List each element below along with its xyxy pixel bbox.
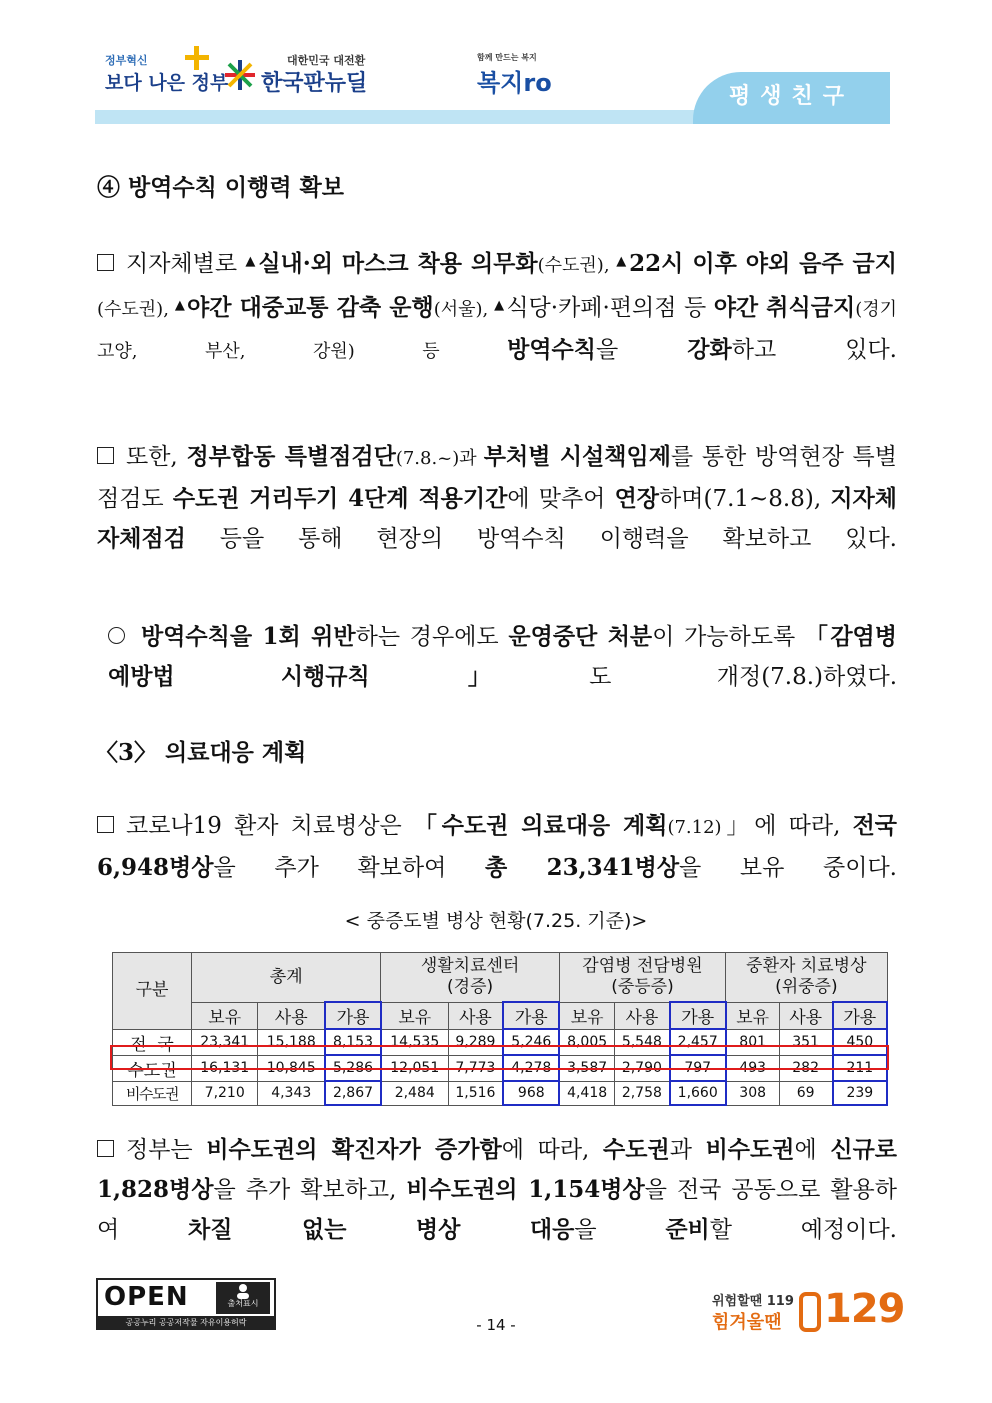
group-total (192, 953, 381, 1003)
cell: 7,210 (192, 1081, 258, 1105)
text: (수도권), (537, 255, 617, 276)
page-number: - 14 - (476, 1316, 516, 1334)
bold-text: 비수도권 (705, 1136, 795, 1163)
triangle-bullet-icon: ▲ (616, 254, 628, 269)
bold-text: 수도권 거리두기 4단계 적용기간 (172, 485, 508, 512)
cell: 69 (779, 1081, 832, 1105)
section-heading (95, 733, 306, 773)
cell: 308 (726, 1081, 779, 1105)
bold-text: 방역수칙을 1회 위반 (141, 623, 356, 650)
cell: 2,790 (615, 1055, 670, 1081)
bold-text: 정부합동 특별점검단 (186, 443, 396, 470)
sub-available: 가용 (833, 1002, 887, 1029)
logo-line-2: 보다 나은 정부 (105, 72, 229, 94)
row-region: 비수도권 (113, 1081, 192, 1105)
welfare-main: 복지ro (477, 69, 552, 97)
bold-text: 강화 (687, 336, 732, 363)
bold-text: 「감염병예방법 시행규칙」 (108, 623, 897, 690)
table-caption: < 중증도별 병상 현황(7.25. 기준)> (344, 910, 648, 932)
bold-text: 야간 대중교통 감축 운행 (187, 294, 434, 321)
bold-text: 신규로 1,828병상 (97, 1136, 898, 1203)
text: 하는 경우에도 (355, 624, 509, 650)
group-sublabel: (경증) (447, 977, 494, 997)
table-header-row (113, 953, 888, 1003)
section-heading-text: 〈3〉 의료대응 계획 (95, 739, 307, 766)
bold-text: 비수도권의 확진자가 증가함 (206, 1136, 502, 1163)
cell: 968 (503, 1081, 559, 1105)
text: 하고 있다. (731, 337, 897, 363)
bed-status-table (112, 952, 888, 1106)
triangle-bullet-icon: ▲ (494, 298, 505, 313)
cell: 4,278 (503, 1055, 559, 1081)
cell: 16,131 (192, 1055, 258, 1081)
group-label: 중환자 치료병상 (746, 956, 867, 976)
text: 을 (596, 337, 688, 363)
sub-used: 사용 (615, 1002, 670, 1029)
triangle-bullet-icon: ▲ (245, 254, 257, 269)
bold-text: 총 23,341병상 (485, 854, 680, 881)
sub-available: 가용 (670, 1002, 726, 1029)
row-region: 전 국 (113, 1029, 192, 1055)
text: 이 가능하도록 (652, 624, 805, 650)
text: 식당·카페·편의점 등 (506, 295, 714, 321)
welfare-small: 함께 만드는 복지 (477, 53, 537, 62)
group-sublabel: (위중증) (775, 977, 838, 997)
cell: 9,289 (448, 1029, 503, 1055)
cell: 2,758 (615, 1081, 670, 1105)
checkbox-bullet-icon (97, 1140, 114, 1157)
phone-icon (798, 1292, 822, 1332)
paragraph-mask-rules (97, 242, 897, 372)
table-row (113, 1055, 888, 1081)
cell: 10,845 (258, 1055, 325, 1081)
cell: 12,051 (381, 1055, 448, 1081)
new-deal-star-icon (223, 58, 257, 92)
cell: 211 (833, 1055, 887, 1081)
bold-text: 연장 (614, 485, 660, 512)
cell: 4,418 (559, 1081, 614, 1105)
checkbox-bullet-icon (97, 816, 114, 833)
text: 과 (669, 1137, 706, 1163)
text: 에 맞추어 (507, 486, 615, 512)
cell: 351 (779, 1029, 832, 1055)
cell: 450 (833, 1029, 887, 1055)
cell: 239 (833, 1081, 887, 1105)
bold-text: 지자체 자체점검 (97, 485, 897, 552)
group-label: 감염병 전담병원 (582, 956, 703, 976)
table-row (113, 1081, 888, 1105)
cell: 7,773 (448, 1055, 503, 1081)
cell: 282 (779, 1055, 832, 1081)
cell: 5,286 (325, 1055, 381, 1081)
cell: 801 (726, 1029, 779, 1055)
bold-text: 전국 6,948병상 (97, 812, 897, 881)
cell: 2,484 (381, 1081, 448, 1105)
sub-used: 사용 (448, 1002, 503, 1029)
paragraph-non-capital (97, 1130, 897, 1250)
bold-text: 차질 없는 병상 대응 (188, 1216, 575, 1243)
cell: 3,587 (559, 1055, 614, 1081)
cell: 15,188 (258, 1029, 325, 1055)
group-label: 생활치료센터 (420, 956, 520, 976)
bold-text: 비수도권의 1,154병상 (406, 1176, 645, 1203)
text: 등을 통해 현장의 방역수칙 이행력을 확보하고 있다. (185, 526, 897, 552)
open-label: OPEN (104, 1282, 189, 1312)
group-label: 총계 (269, 966, 303, 987)
cell: 23,341 (192, 1029, 258, 1055)
bold-text: 준비 (665, 1216, 710, 1243)
bold-text: 실내·외 마스크 착용 의무화 (258, 250, 538, 277)
bold-text: 22시 이후 야외 음주 금지 (629, 250, 897, 277)
cell: 8,153 (325, 1029, 381, 1055)
bold-text: 야간 취식금지 (713, 294, 856, 321)
cell: 8,005 (559, 1029, 614, 1055)
new-deal-main: 한국판뉴딜 (261, 71, 368, 96)
text: 또한, (126, 444, 187, 470)
group-dedicated-hospital (559, 953, 725, 1003)
group-sublabel: (중등증) (611, 977, 674, 997)
paragraph-inspection (97, 437, 897, 559)
sub-available: 가용 (325, 1002, 381, 1029)
hotline-main: 힘겨울땐 (712, 1312, 782, 1333)
text: (7.8.~)과 (395, 448, 484, 469)
cell: 493 (726, 1055, 779, 1081)
new-deal-small: 대한민국 대전환 (287, 54, 366, 67)
cell: 2,867 (325, 1081, 381, 1105)
welfare-logo (477, 52, 552, 98)
circle-bullet-icon (108, 627, 125, 644)
text: (서울), (433, 299, 495, 320)
logo-line-1: 정부혁신 (105, 54, 148, 67)
text: (수도권), (97, 299, 175, 320)
checkbox-bullet-icon (97, 254, 114, 271)
bold-text: 방역수칙 (507, 336, 596, 363)
paragraph-suspension (108, 617, 897, 697)
col-region: 구분 (113, 953, 192, 1030)
text: 에 따라, (501, 1137, 604, 1163)
sub-used: 사용 (258, 1002, 325, 1029)
cell: 1,516 (448, 1081, 503, 1105)
row-region: 수도권 (113, 1055, 192, 1081)
cell: 4,343 (258, 1081, 325, 1105)
sub-held: 보유 (559, 1002, 614, 1029)
text: 을 보유 중이다. (679, 855, 897, 881)
text: 를 통한 방역현장 특별점검도 (97, 444, 897, 512)
triangle-bullet-icon: ▲ (174, 298, 185, 313)
text: 할 예정이다. (709, 1217, 897, 1243)
badge-label: 출처표시 (227, 1299, 259, 1308)
cell: 14,535 (381, 1029, 448, 1055)
checkbox-bullet-icon (97, 447, 114, 464)
text: (7.12) (667, 817, 722, 838)
sub-held: 보유 (726, 1002, 779, 1029)
text: 」에 따라, (721, 813, 853, 839)
hotline-small: 위험할땐 119 (712, 1294, 794, 1309)
section-heading (97, 168, 344, 208)
bold-text: 운영중단 처분 (508, 623, 653, 650)
hotline-logo (712, 1276, 905, 1334)
table-row (113, 1029, 888, 1055)
text: 에 (794, 1137, 831, 1163)
text: 코로나19 환자 치료병상은 (126, 813, 414, 839)
cell: 2,457 (670, 1029, 726, 1055)
text: 을 (574, 1217, 666, 1243)
sub-held: 보유 (192, 1002, 258, 1029)
open-sublabel: 공공누리 공공저작물 자유이용허락 (98, 1316, 274, 1330)
hotline-number: 129 (824, 1286, 905, 1332)
attribution-icon (216, 1282, 270, 1314)
text: 도 개정(7.8.)하였다. (589, 664, 897, 690)
group-residential (381, 953, 559, 1003)
bold-text: 부처별 시설책임제 (483, 443, 671, 470)
government-innovation-logo (105, 52, 228, 95)
sub-held: 보유 (381, 1002, 448, 1029)
sub-available: 가용 (503, 1002, 559, 1029)
person-icon (235, 1283, 251, 1299)
section-heading-text: ④ 방역수칙 이행력 확보 (97, 174, 344, 201)
cell: 5,246 (503, 1029, 559, 1055)
page-header (95, 40, 890, 124)
table-subheader-row (113, 1002, 888, 1029)
text: 지자체별로 (126, 251, 246, 277)
cell: 797 (670, 1055, 726, 1081)
paragraph-beds (97, 806, 897, 888)
text: (경기 고양, 부산, 강원) 등 (97, 299, 897, 362)
text: 을 전국 공동으로 활용하여 (97, 1177, 897, 1243)
group-critical-care (726, 953, 887, 1003)
cell: 1,660 (670, 1081, 726, 1105)
text: 을 추가 확보하고, (213, 1177, 407, 1203)
text: 을 추가 확보하여 (213, 855, 485, 881)
bold-text: 수도권 (603, 1136, 670, 1163)
bold-text: 「수도권 의료대응 계획 (413, 812, 668, 839)
header-tab: 평생친구 (693, 72, 890, 124)
text: 하며(7.1~8.8), (659, 486, 831, 512)
cell: 5,548 (615, 1029, 670, 1055)
sub-used: 사용 (779, 1002, 832, 1029)
plus-icon (185, 46, 209, 70)
text: 정부는 (126, 1137, 207, 1163)
